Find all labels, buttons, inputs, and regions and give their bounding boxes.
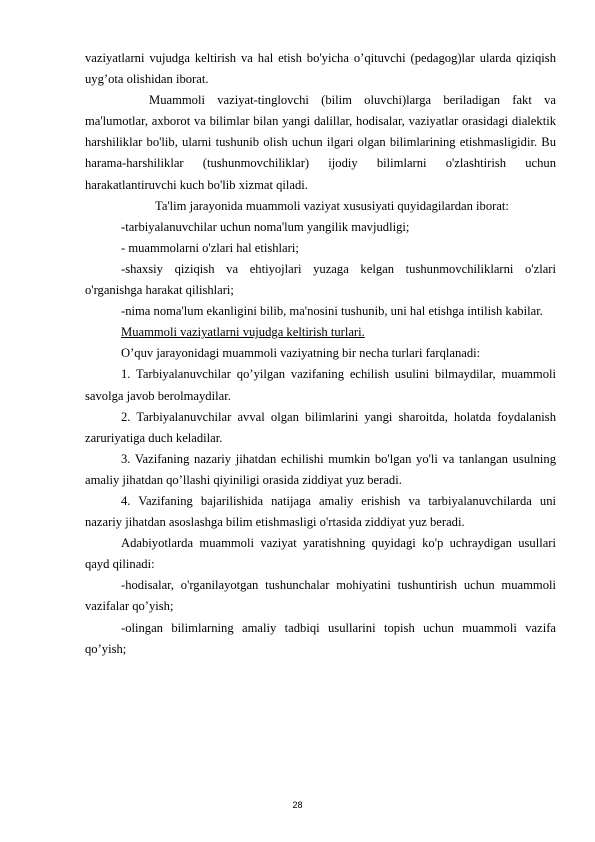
section-heading xyxy=(85,322,556,343)
paragraph: 1. Tarbiyalanuvchilar qo’yilgan vazifaning echilish usulini bilmaydilar, muammoli savolga javob berolmaydilar. xyxy=(85,367,556,403)
paragraph: 4. Vazifaning bajarilishida natijaga amaliy erishish va tarbiyalanuvchilarda uni nazariy jihatdan asoslashga bilim etishmasligi o'rtasida ziddiyat yuz beradi. xyxy=(85,493,556,530)
section-heading-text: Muammoli vaziyatlarni vujudga keltirish turlari. xyxy=(121,325,365,340)
paragraph: Ta'lim jarayonida muammoli vaziyat xususiyati quyidagilardan iborat: xyxy=(155,198,509,213)
paragraph: vaziyatlarni vujudga keltirish va hal etish bo'yicha o’qituvchi (pedagog)lar ularda qiziqish uyg’ota olishidan iborat. xyxy=(85,51,556,87)
paragraph: -olingan bilimlarning amaliy tadbiqi usullarini topish uchun muammoli vazifa qo’yish; xyxy=(85,620,556,656)
page-number: 28 xyxy=(292,800,303,810)
paragraph: - muammolarni o'zlari hal etishlari; xyxy=(121,240,299,255)
paragraph: Adabiyotlarda muammoli vaziyat yaratishning quyidagi ko'p uchraydigan usullari qayd qilinadi: xyxy=(85,536,556,572)
paragraph: -hodisalar, o'rganilayotgan tushunchalar mohiyatini tushuntirish uchun muammoli vazifalar qo’yish; xyxy=(85,578,556,614)
paragraph: 3. Vazifaning nazariy jihatdan echilishi mumkin bo'lgan yo'li va tanlangan usulning amaliy jihatdan qo’llashi qiyiniligi orasida ziddiyat yuz beradi. xyxy=(85,451,556,487)
paragraph: -shaxsiy qiziqish va ehtiyojlari yuzaga kelgan tushunmovchiliklarni o'zlari o'rganishga harakat qilishlari; xyxy=(85,261,556,298)
paragraph: -nima noma'lum ekanligini bilib, ma'nosini tushunib, uni hal etishga intilish kabilar. xyxy=(121,304,543,319)
paragraph: 2. Tarbiyalanuvchilar avval olgan bilimlarini yangi sharoitda, holatda foydalanish zaruriyatiga duch keladilar. xyxy=(85,409,556,445)
paragraph: -tarbiyalanuvchilar uchun noma'lum yangilik mavjudligi; xyxy=(121,219,410,234)
document-body xyxy=(85,48,556,660)
paragraph: O’quv jarayonidagi muammoli vaziyatning bir necha turlari farqlanadi: xyxy=(121,346,481,361)
paragraph: Muammoli vaziyat-tinglovchi (bilim oluvchi)larga beriladigan fakt va ma'lumotlar, axborot va bilimlar bilan yangi dalillar, hodisalar, vaziyatlar orasidagi dialektik harshiliklar bo'lib, ularni tushunib olish uchun ilgari olgan bilimlarining etishmasligidir. Bu harama-harshiliklar (tushunmovchiliklar) ijodiy bilimlarni o'zlashtirish uchun harakatlantiruvchi kuch bo'lib xizmat qiladi. xyxy=(85,93,556,192)
